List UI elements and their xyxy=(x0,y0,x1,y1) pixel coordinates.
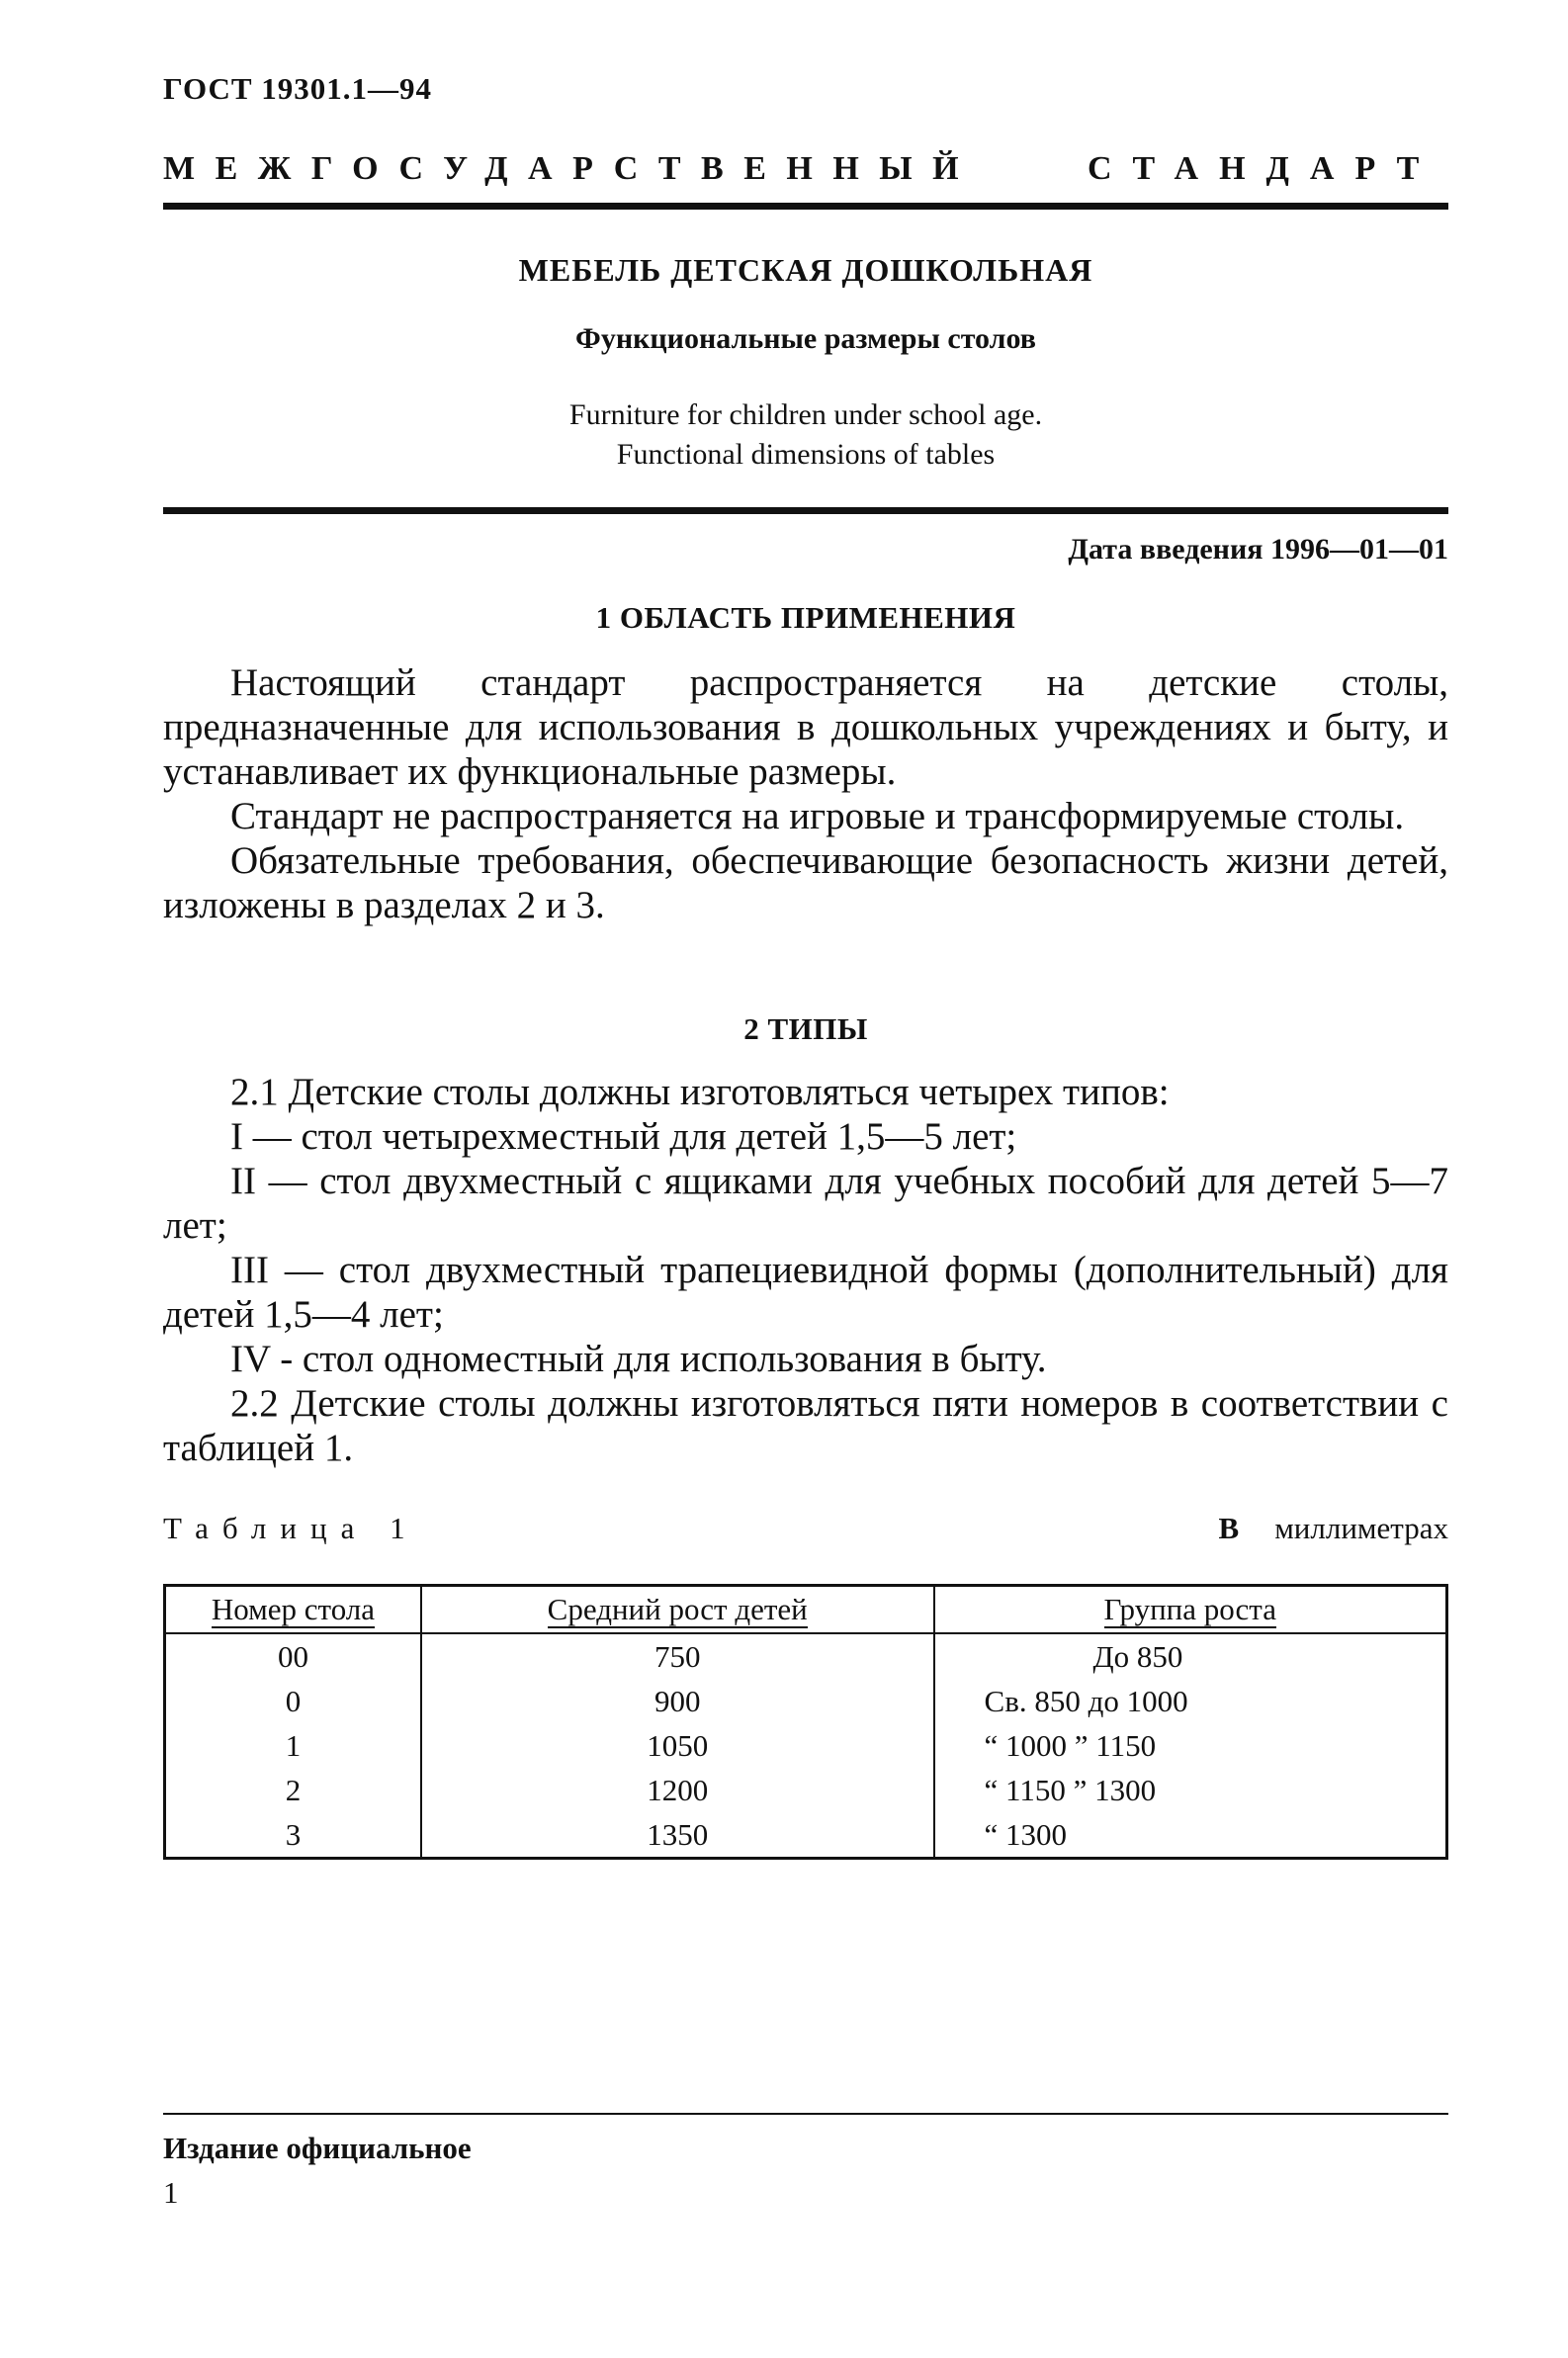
table-cell: 1200 xyxy=(421,1768,934,1812)
table-cell: “ 1300 xyxy=(934,1812,1447,1859)
english-title-line1: Furniture for children under school age. xyxy=(568,398,1043,431)
table-unit-prefix: В xyxy=(1218,1511,1240,1545)
table-cell: 3 xyxy=(165,1812,421,1859)
type-item: IV - стол одноместный для использования в быту. xyxy=(230,1338,1047,1380)
table-cell: 1050 xyxy=(421,1723,934,1768)
table-cell: 1 xyxy=(165,1723,421,1768)
table-cell: “ 1150 ” 1300 xyxy=(934,1768,1447,1812)
type-item: I — стол четырехместный для детей 1,5—5 лет; xyxy=(230,1115,1017,1158)
paragraph: Обязательные требования, обеспечивающие безопасность жизни детей, изложены в разделах 2 и 3. xyxy=(163,839,1448,926)
table-cell: 2 xyxy=(165,1768,421,1812)
document-subtitle: Функциональные размеры столов xyxy=(575,322,1036,355)
table-row xyxy=(165,1679,1447,1723)
english-title xyxy=(163,395,1448,475)
table-row xyxy=(165,1812,1447,1859)
paragraph: Настоящий стандарт распространяется на детские столы, предназначенные для использования в дошкольных учреждениях и быту, и устанавливает их функциональные размеры. xyxy=(163,661,1448,793)
table-cell: 900 xyxy=(421,1679,934,1723)
section1-body xyxy=(163,660,1448,927)
table-caption: Таблица 1 xyxy=(163,1511,419,1545)
footer-divider xyxy=(163,2113,1448,2115)
type-item: II — стол двухместный с ящиками для учебных пособий для детей 5—7 лет; xyxy=(163,1160,1448,1247)
table-cell: Св. 850 до 1000 xyxy=(934,1679,1447,1723)
column-header: Группа роста xyxy=(934,1586,1447,1634)
section2-heading: 2 ТИПЫ xyxy=(743,1011,868,1046)
page-number: 1 xyxy=(163,2175,179,2210)
table-row xyxy=(165,1723,1447,1768)
paragraph: 2.2 Детские столы должны изготовляться пяти номеров в соответствии с таблицей 1. xyxy=(163,1382,1448,1469)
table-header-row xyxy=(165,1586,1447,1634)
section2-body xyxy=(163,1070,1448,1470)
header-divider xyxy=(163,203,1448,210)
paragraph: Стандарт не распространяется на игровые и трансформируемые столы. xyxy=(230,795,1405,837)
edition-note: Издание официальное xyxy=(163,2131,472,2165)
standard-type-word1: МЕЖГОСУДАРСТВЕННЫЙ xyxy=(163,150,980,187)
table-cell: До 850 xyxy=(934,1633,1447,1679)
table-row xyxy=(165,1768,1447,1812)
type-item: III — стол двухместный трапециевидной формы (дополнительный) для детей 1,5—4 лет; xyxy=(163,1249,1448,1336)
intro-date: Дата введения 1996—01—01 xyxy=(1068,533,1448,566)
table-cell: 1350 xyxy=(421,1812,934,1859)
table-1 xyxy=(163,1584,1448,1860)
table-unit-text: миллиметрах xyxy=(1274,1511,1448,1545)
document-page xyxy=(163,0,1448,2358)
section1-heading: 1 ОБЛАСТЬ ПРИМЕНЕНИЯ xyxy=(595,600,1016,635)
title-divider xyxy=(163,507,1448,514)
standard-type-word2: СТАНДАРТ xyxy=(1088,150,1440,187)
table-row xyxy=(165,1633,1447,1679)
document-title: МЕБЕЛЬ ДЕТСКАЯ ДОШКОЛЬНАЯ xyxy=(518,252,1093,288)
gost-number: ГОСТ 19301.1—94 xyxy=(163,71,433,106)
table-cell: 00 xyxy=(165,1633,421,1679)
table-unit xyxy=(1219,1511,1449,1546)
table-cell: 0 xyxy=(165,1679,421,1723)
table-cell: 750 xyxy=(421,1633,934,1679)
table-cell: “ 1000 ” 1150 xyxy=(934,1723,1447,1768)
paragraph: 2.1 Детские столы должны изготовляться четырех типов: xyxy=(230,1071,1170,1113)
column-header: Номер стола xyxy=(165,1586,421,1634)
english-title-line2: Functional dimensions of tables xyxy=(616,438,996,471)
column-header: Средний рост детей xyxy=(421,1586,934,1634)
